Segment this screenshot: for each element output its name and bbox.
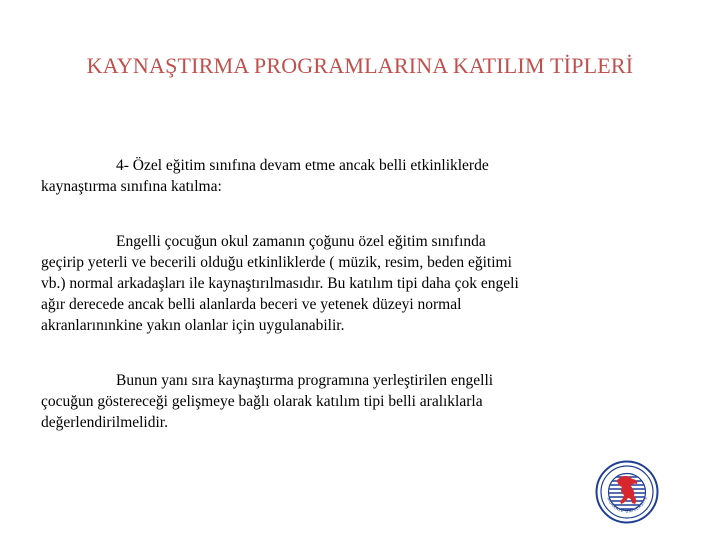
paragraph-line: Bunun yanı sıra kaynaştırma programına yerleştirilen engelli	[116, 372, 494, 389]
paragraph-line: değerlendirilmelidir.	[41, 414, 168, 431]
paragraph-line: çocuğun göstereceği gelişmeye bağlı olarak katılım tipi belli aralıklarla	[41, 393, 483, 410]
paragraph-line: geçirip yeterli ve becerili olduğu etkinliklerde ( müzik, resim, beden eğitimi	[41, 254, 512, 271]
svg-text:PAMUKKALE ÜNİVERSİTESİ: MUKKALE ÜNİVERSİTE	[606, 495, 649, 514]
paragraph-2	[41, 370, 616, 433]
slide-title: KAYNAŞTIRMA PROGRAMLARINA KATILIM TİPLERİ	[86, 53, 634, 78]
university-emblem-icon	[595, 460, 659, 524]
paragraph-line: Engelli çocuğun okul zamanın çoğunu özel eğitim sınıfında	[116, 233, 486, 250]
paragraph-line: vb.) normal arkadaşları ile kaynaştırılmasıdır. Bu katılım tipi daha çok engeli	[41, 275, 519, 292]
heading-line: kaynaştırma sınıfına katılma:	[41, 178, 222, 195]
paragraph-line: akranlarınınkine yakın olanlar için uygulanabilir.	[41, 317, 345, 334]
heading-line: 4- Özel eğitim sınıfına devam etme ancak belli etkinliklerde	[116, 157, 489, 174]
paragraph-line: ağır derecede ancak belli alanlarda beceri ve yetenek düzeyi normal	[41, 296, 462, 313]
paragraph-1	[41, 231, 616, 336]
section-heading	[41, 155, 616, 197]
